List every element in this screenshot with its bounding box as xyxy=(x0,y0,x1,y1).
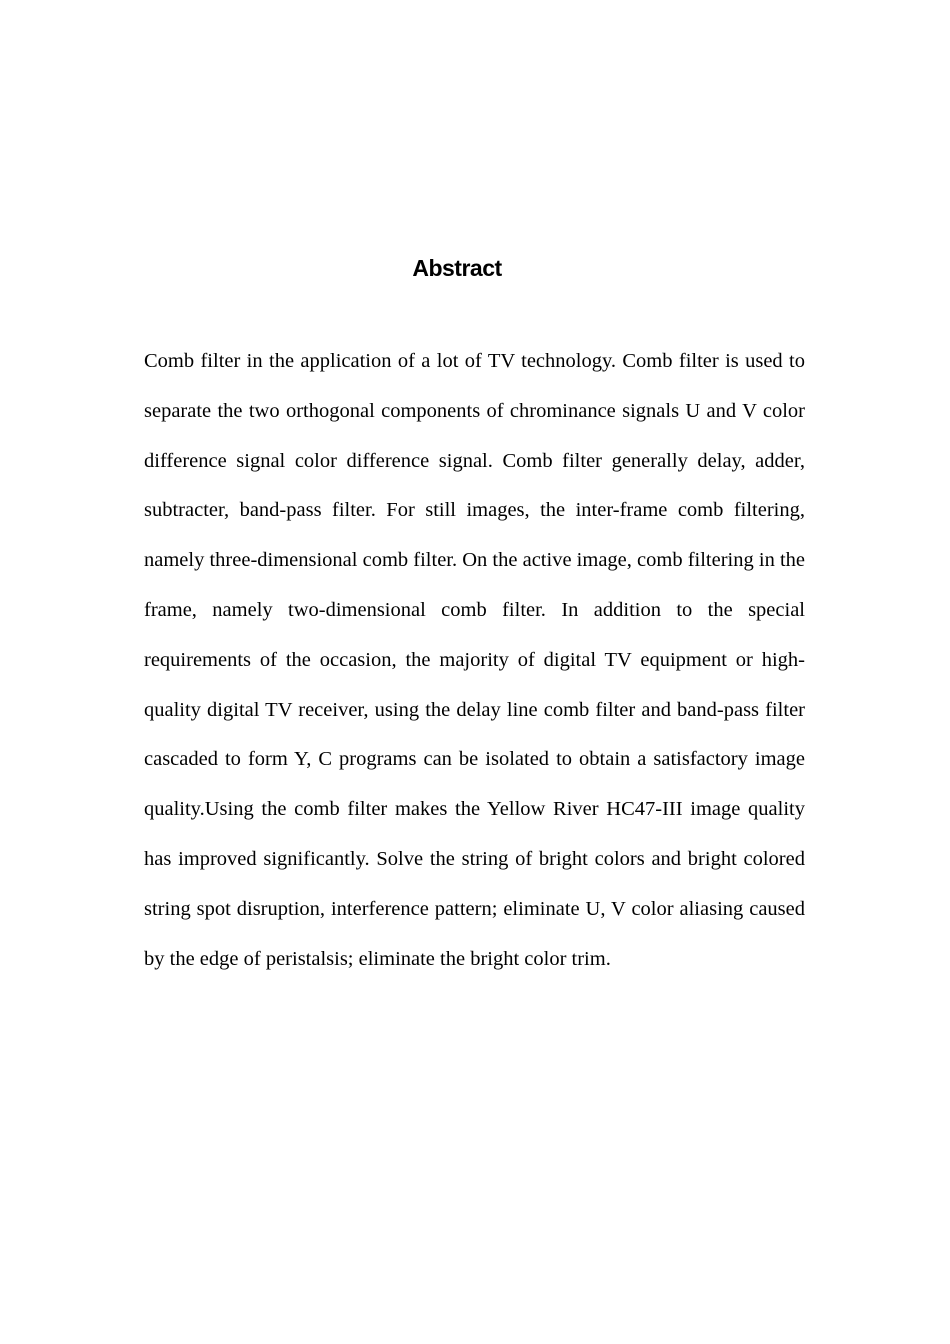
page-title: Abstract xyxy=(412,255,502,281)
abstract-paragraph: Comb filter in the application of a lot of TV technology. Comb filter is used to separate the two orthogonal components of chrominance signals U and V color difference signal color difference signal. Comb filter generally delay, adder, subtracter, band-pass filter. For still images, the inter-frame comb filtering, namely three-dimensional comb filter. On the active image, comb filtering in the frame, namely two-dimensional comb filter. In addition to the special requirements of the occasion, the majority of digital TV equipment or high-quality digital TV receiver, using the delay line comb filter and band-pass filter cascaded to form Y, C programs can be isolated to obtain a satisfactory image quality.Using the comb filter makes the Yellow River HC47-III image quality has improved significantly. Solve the string of bright colors and bright colored string spot disruption, interference pattern; eliminate U, V color aliasing caused by the edge of peristalsis; eliminate the bright color trim. xyxy=(144,350,805,970)
